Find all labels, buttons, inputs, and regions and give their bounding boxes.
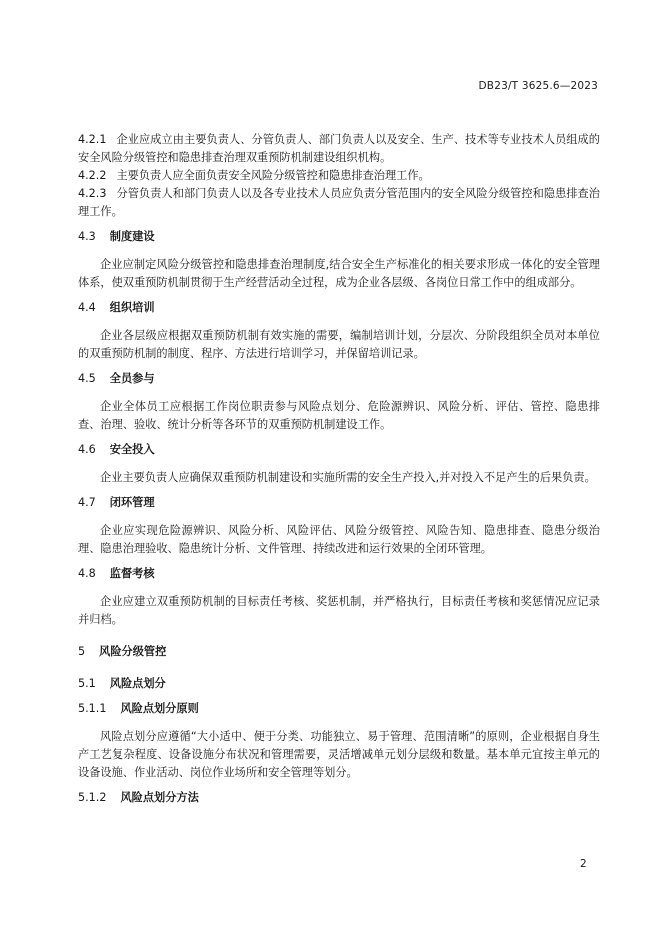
heading-number: 5.1.1	[78, 702, 107, 715]
clause-4-2-1	[78, 131, 600, 167]
paragraph-4-4: 企业各层级应根据双重预防机制有效实施的需要，编制培训计划，分层次、分阶段组织全员对本单位的双重预防机制的制度、程序、方法进行培训学习，并保留培训记录。	[78, 329, 600, 360]
heading-title: 监督考核	[109, 567, 155, 580]
heading-title: 风险点划分原则	[120, 702, 199, 715]
clause-number: 4.2.1	[78, 133, 107, 146]
heading-5	[78, 643, 600, 661]
heading-title: 闭环管理	[109, 496, 155, 509]
heading-number: 5.1.2	[78, 791, 107, 804]
heading-number: 4.4	[78, 301, 96, 314]
heading-4-4	[78, 299, 600, 317]
heading-title: 制度建设	[109, 230, 155, 243]
paragraph-5-1-1: 风险点划分应遵循“大小适中、便于分类、功能独立、易于管理、范围清晰”的原则，企业根据自身生产工艺复杂程度、设备设施分布状况和管理需要，灵活增减单元划分层级和数量。基本单元宜按主单元的设备设施、作业活动、岗位作业场所和安全管理等划分。	[78, 730, 600, 779]
heading-number: 4.5	[78, 372, 96, 385]
heading-title: 全员参与	[109, 372, 155, 385]
heading-4-7	[78, 494, 600, 512]
heading-title: 组织培训	[109, 301, 155, 314]
heading-4-8	[78, 565, 600, 583]
heading-5-1-2	[78, 789, 600, 807]
clause-text: 主要负责人应全面负责安全风险分级管控和隐患排查治理工作。	[116, 169, 430, 182]
paragraph-4-8: 企业应建立双重预防机制的目标责任考核、奖惩机制，并严格执行，目标责任考核和奖惩情况应记录并归档。	[78, 595, 600, 626]
standard-code: DB23/T 3625.6—2023	[478, 80, 598, 92]
heading-title: 风险点划分	[109, 677, 166, 690]
heading-number: 5	[78, 645, 86, 658]
heading-number: 4.7	[78, 496, 96, 509]
heading-title: 风险点划分方法	[120, 791, 199, 804]
heading-5-1-1	[78, 700, 600, 718]
document-body	[78, 131, 600, 807]
page-number: 2	[580, 858, 587, 870]
heading-number: 5.1	[78, 677, 96, 690]
paragraph-4-6: 企业主要负责人应确保双重预防机制建设和实施所需的安全生产投入,并对投入不足产生的后果负责。	[100, 471, 596, 484]
heading-number: 4.8	[78, 567, 96, 580]
clause-number: 4.2.2	[78, 169, 107, 182]
clause-text: 分管负责人和部门负责人以及各专业技术人员应负责分管范围内的安全风险分级管控和隐患排查治理工作。	[78, 187, 600, 218]
clause-number: 4.2.3	[78, 187, 107, 200]
clause-4-2-2	[78, 167, 600, 185]
paragraph-4-7: 企业应实现危险源辨识、风险分析、风险评估、风险分级管控、风险告知、隐患排查、隐患分级治理、隐患治理验收、隐患统计分析、文件管理、持续改进和运行效果的全闭环管理。	[78, 524, 600, 555]
heading-4-3	[78, 228, 600, 246]
heading-title: 风险分级管控	[99, 645, 167, 658]
heading-number: 4.6	[78, 443, 96, 456]
heading-title: 安全投入	[109, 443, 155, 456]
heading-5-1	[78, 675, 600, 693]
paragraph-4-3: 企业应制定风险分级管控和隐患排查治理制度,结合安全生产标准化的相关要求形成一体化的安全管理体系，使双重预防机制贯彻于生产经营活动全过程，成为企业各层级、各岗位日常工作中的组成部分。	[78, 258, 600, 289]
heading-number: 4.3	[78, 230, 96, 243]
clause-4-2-3	[78, 185, 600, 221]
clause-text: 企业应成立由主要负责人、分管负责人、部门负责人以及安全、生产、技术等专业技术人员组成的安全风险分级管控和隐患排查治理双重预防机制建设组织机构。	[78, 133, 600, 164]
heading-4-6	[78, 441, 600, 459]
paragraph-4-5: 企业全体员工应根据工作岗位职责参与风险点划分、危险源辨识、风险分析、评估、管控、隐患排查、治理、验收、统计分析等各环节的双重预防机制建设工作。	[78, 400, 600, 431]
heading-4-5	[78, 370, 600, 388]
